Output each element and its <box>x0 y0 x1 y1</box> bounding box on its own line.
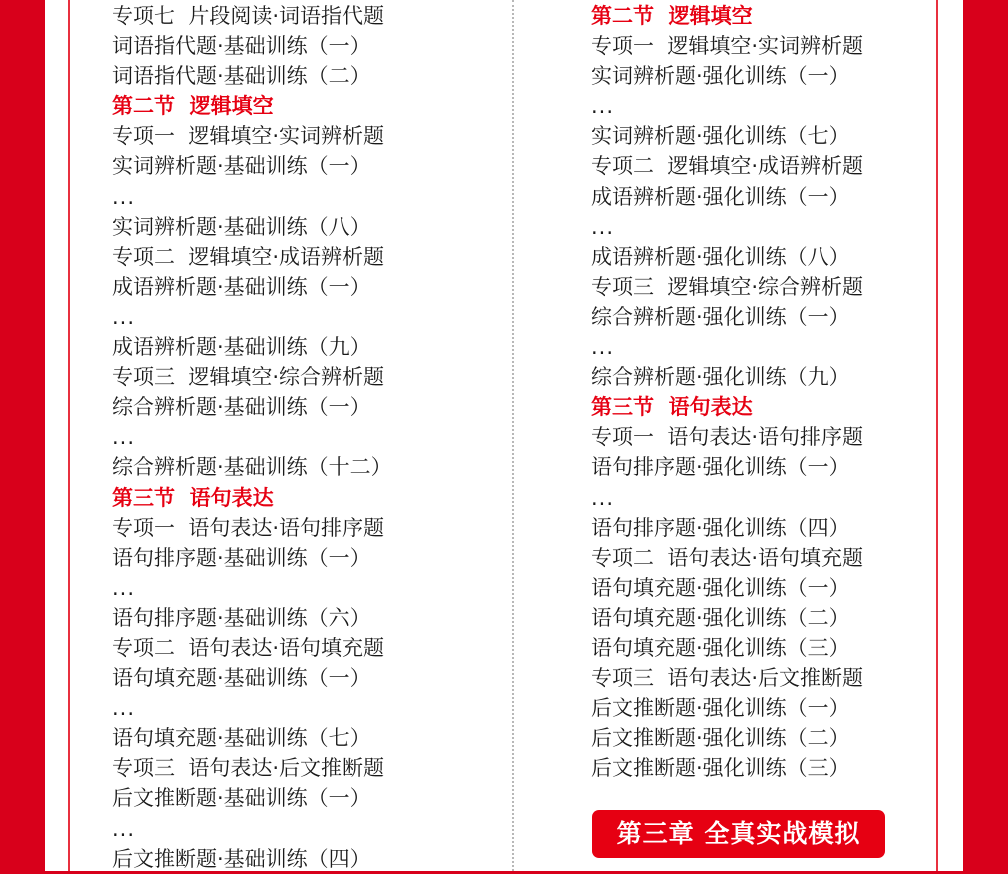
column-divider <box>512 0 514 871</box>
toc-right-column <box>591 1 863 783</box>
right-toc-entry: 后文推断题·强化训练（二） <box>591 726 850 751</box>
right-toc-entry: 综合辨析题·强化训练（九） <box>591 365 850 390</box>
left-border-line <box>68 0 70 871</box>
left-toc-entry: 专项二 逻辑填空·成语辨析题 <box>112 244 385 269</box>
left-section-heading: 第三节 语句表达 <box>112 485 274 510</box>
right-ellipsis: ... <box>591 485 615 510</box>
right-toc-entry: 语句填充题·强化训练（三） <box>591 635 850 660</box>
left-ellipsis: ... <box>112 816 136 841</box>
toc-left-column <box>112 1 392 874</box>
left-toc-entry: 后文推断题·基础训练（一） <box>112 786 371 811</box>
right-toc-entry: 后文推断题·强化训练（一） <box>591 696 850 721</box>
right-toc-entry: 专项三 语句表达·后文推断题 <box>591 666 864 691</box>
left-toc-entry: 语句填充题·基础训练（一） <box>112 666 371 691</box>
right-toc-entry: 语句填充题·强化训练（一） <box>591 575 850 600</box>
right-section-heading: 第三节 语句表达 <box>591 395 753 420</box>
chapter-badge: 第三章 全真实战模拟 <box>592 810 885 858</box>
left-toc-entry: 专项二 语句表达·语句填充题 <box>112 635 385 660</box>
right-toc-entry: 专项一 语句表达·语句排序题 <box>591 425 864 450</box>
right-border-line <box>936 0 938 871</box>
right-toc-entry: 后文推断题·强化训练（三） <box>591 756 850 781</box>
left-toc-entry: 专项七 片段阅读·词语指代题 <box>112 4 385 28</box>
right-toc-entry: 成语辨析题·强化训练（一） <box>591 184 850 209</box>
right-ellipsis: ... <box>591 214 615 239</box>
left-toc-entry: 语句排序题·基础训练（六） <box>112 605 371 630</box>
right-toc-entry: 专项三 逻辑填空·综合辨析题 <box>591 274 864 299</box>
left-toc-entry: 专项三 语句表达·后文推断题 <box>112 756 385 781</box>
right-toc-entry: 专项二 逻辑填空·成语辨析题 <box>591 154 864 179</box>
left-toc-entry: 实词辨析题·基础训练（八） <box>112 214 371 239</box>
left-ellipsis: ... <box>112 696 136 721</box>
right-toc-entry: 实词辨析题·强化训练（七） <box>591 124 850 149</box>
left-toc-entry: 专项一 逻辑填空·实词辨析题 <box>112 124 385 149</box>
right-toc-entry: 专项一 逻辑填空·实词辨析题 <box>591 34 864 59</box>
left-toc-entry: 语句排序题·基础训练（一） <box>112 545 371 570</box>
left-toc-entry: 专项一 语句表达·语句排序题 <box>112 515 385 540</box>
left-ellipsis: ... <box>112 575 136 600</box>
left-ellipsis: ... <box>112 425 136 450</box>
left-ellipsis: ... <box>112 184 136 209</box>
right-toc-entry: 专项二 语句表达·语句填充题 <box>591 545 864 570</box>
left-toc-entry: 词语指代题·基础训练（二） <box>112 64 371 89</box>
left-toc-entry: 综合辨析题·基础训练（一） <box>112 395 371 420</box>
right-ellipsis: ... <box>591 335 615 360</box>
left-toc-entry: 语句填充题·基础训练（七） <box>112 726 371 751</box>
left-toc-entry: 成语辨析题·基础训练（一） <box>112 274 371 299</box>
left-toc-entry: 专项三 逻辑填空·综合辨析题 <box>112 365 385 390</box>
left-toc-entry: 综合辨析题·基础训练（十二） <box>112 455 392 480</box>
left-toc-entry: 后文推断题·基础训练（四） <box>112 846 371 871</box>
right-toc-entry: 语句填充题·强化训练（二） <box>591 605 850 630</box>
left-section-heading: 第二节 逻辑填空 <box>112 94 274 119</box>
right-toc-entry: 实词辨析题·强化训练（一） <box>591 64 850 89</box>
right-toc-entry: 成语辨析题·强化训练（八） <box>591 244 850 269</box>
left-toc-entry: 成语辨析题·基础训练（九） <box>112 335 371 360</box>
right-toc-entry: 语句排序题·强化训练（一） <box>591 455 850 480</box>
left-toc-entry: 词语指代题·基础训练（一） <box>112 34 371 59</box>
left-toc-entry: 实词辨析题·基础训练（一） <box>112 154 371 179</box>
right-toc-entry: 综合辨析题·强化训练（一） <box>591 304 850 329</box>
right-toc-entry: 语句排序题·强化训练（四） <box>591 515 850 540</box>
right-ellipsis: ... <box>591 94 615 119</box>
left-ellipsis: ... <box>112 304 136 329</box>
right-section-heading: 第二节 逻辑填空 <box>591 4 753 28</box>
